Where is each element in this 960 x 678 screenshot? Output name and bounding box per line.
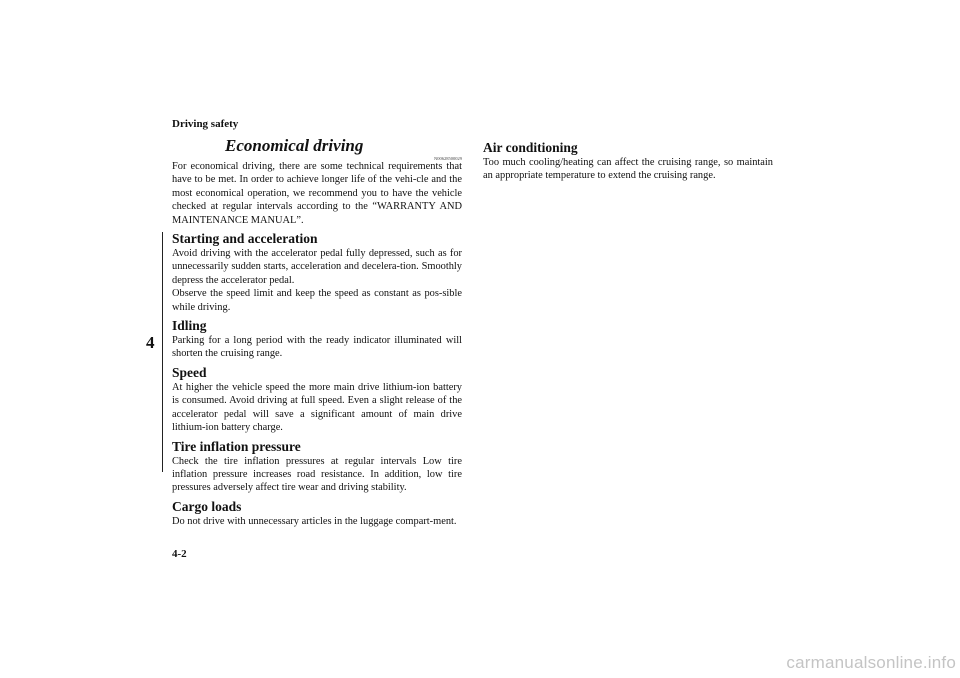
page-title: Economical driving (225, 136, 364, 155)
section-paragraph: Do not drive with unnecessary articles in the luggage compart-ment. (172, 515, 457, 527)
chapter-rule (162, 232, 163, 472)
left-column (172, 135, 462, 528)
section-paragraph: Parking for a long period with the ready indicator illuminated will shorten the cruising range. (172, 335, 462, 360)
section-heading: Tire inflation pressure (172, 438, 301, 454)
section-heading: Starting and acceleration (172, 231, 318, 247)
section-tire-pressure (172, 439, 462, 495)
section-heading: Air conditioning (483, 140, 578, 155)
chapter-number: 4 (146, 333, 155, 352)
section-cargo (172, 499, 462, 528)
section-paragraph: Check the tire inflation pressures at regular intervals Low tire inflation pressure increases road resistance. In addition, low tire pressures adversely affect tire wear and driving stability. (172, 455, 462, 494)
watermark: carmanualsonline.info (786, 653, 956, 672)
section-idling (172, 318, 462, 361)
right-column (483, 140, 773, 183)
section-heading: Speed (172, 364, 207, 380)
section-heading: Idling (172, 318, 207, 334)
section-paragraph: Observe the speed limit and keep the speed as constant as pos-sible while driving. (172, 288, 462, 313)
section-paragraph: Too much cooling/heating can affect the cruising range, so maintain an appropriate temperature to extend the cruising range. (483, 157, 773, 182)
section-air-conditioning (483, 140, 773, 183)
section-starting (172, 231, 462, 314)
section-speed (172, 365, 462, 435)
page-number: 4-2 (172, 548, 187, 560)
section-code: N00628500029 (434, 156, 462, 161)
running-header: Driving safety (172, 118, 239, 130)
intro-paragraph: For economical driving, there are some technical requirements that have to be met. In order to achieve longer life of the vehi-cle and the most economical operation, we recommend you to have the vehicle checked at regular intervals according to the “WARRANTY AND MAINTENANCE MANUAL”. (172, 161, 462, 226)
section-heading: Cargo loads (172, 498, 242, 514)
section-paragraph: Avoid driving with the accelerator pedal fully depressed, such as for unnecessarily sudden starts, acceleration and decelera-tion. Smoothly depress the accelerator pedal. (172, 248, 462, 286)
section-paragraph: At higher the vehicle speed the more main drive lithium-ion battery is consumed. Avoid driving at full speed. Even a slight release of the accelerator pedal will save a significant amount of main drive lithium-ion battery charge. (172, 381, 462, 434)
title-row (172, 135, 462, 160)
